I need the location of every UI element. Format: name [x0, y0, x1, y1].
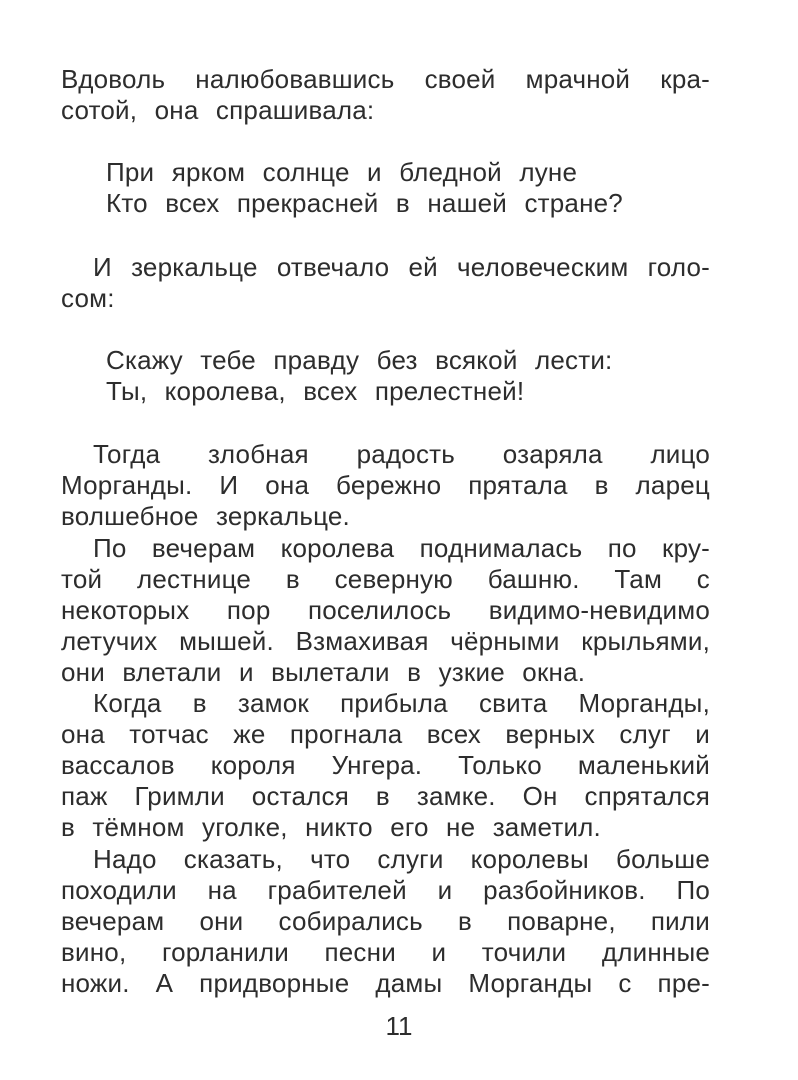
text-line: паж Гримли остался в замке. Он спрятался	[61, 781, 710, 811]
text-line: некоторых пор поселилось видимо-невидимо	[61, 595, 710, 625]
page-number: 11	[385, 1011, 413, 1041]
verse-line: При ярком солнце и бледной луне	[106, 157, 578, 187]
text-line: сом:	[61, 283, 115, 313]
text-line: вино, горланили песни и точили длинные	[61, 937, 710, 967]
text-line: Когда в замок прибыла свита Морганды,	[93, 688, 710, 718]
text-line: Морганды. И она бережно прятала в ларец	[61, 470, 710, 500]
text-line: ножи. А придворные дамы Морганды с пре-	[61, 968, 710, 998]
text-line: Тогда злобная радость озаряла лицо	[93, 439, 710, 469]
text-line: походили на грабителей и разбойников. По	[61, 875, 710, 905]
text-line: летучих мышей. Взмахивая чёрными крыльями,	[61, 626, 710, 656]
verse-line: Ты, королева, всех прелестней!	[106, 376, 525, 406]
text-line: вечерам они собирались в поварне, пили	[61, 906, 710, 936]
verse-line: Скажу тебе правду без всякой лести:	[106, 345, 613, 375]
text-line: Вдоволь налюбовавшись своей мрачной кра-	[61, 64, 710, 94]
text-line: в тёмном уголке, никто его не заметил.	[61, 812, 601, 842]
text-line: сотой, она спрашивала:	[61, 95, 375, 125]
text-line: И зеркальце отвечало ей человеческим голо-	[93, 252, 710, 282]
text-line: Надо сказать, что слуги королевы больше	[93, 844, 710, 874]
text-line: волшебное зеркальце.	[61, 501, 350, 531]
verse-line: Кто всех прекрасней в нашей стране?	[106, 188, 623, 218]
text-line: она тотчас же прогнала всех верных слуг и	[61, 719, 710, 749]
text-line: они влетали и вылетали в узкие окна.	[61, 657, 586, 687]
text-line: По вечерам королева поднималась по кру-	[93, 533, 710, 563]
text-line: вассалов короля Унгера. Только маленький	[61, 750, 710, 780]
text-line: той лестнице в северную башню. Там с	[61, 564, 710, 594]
